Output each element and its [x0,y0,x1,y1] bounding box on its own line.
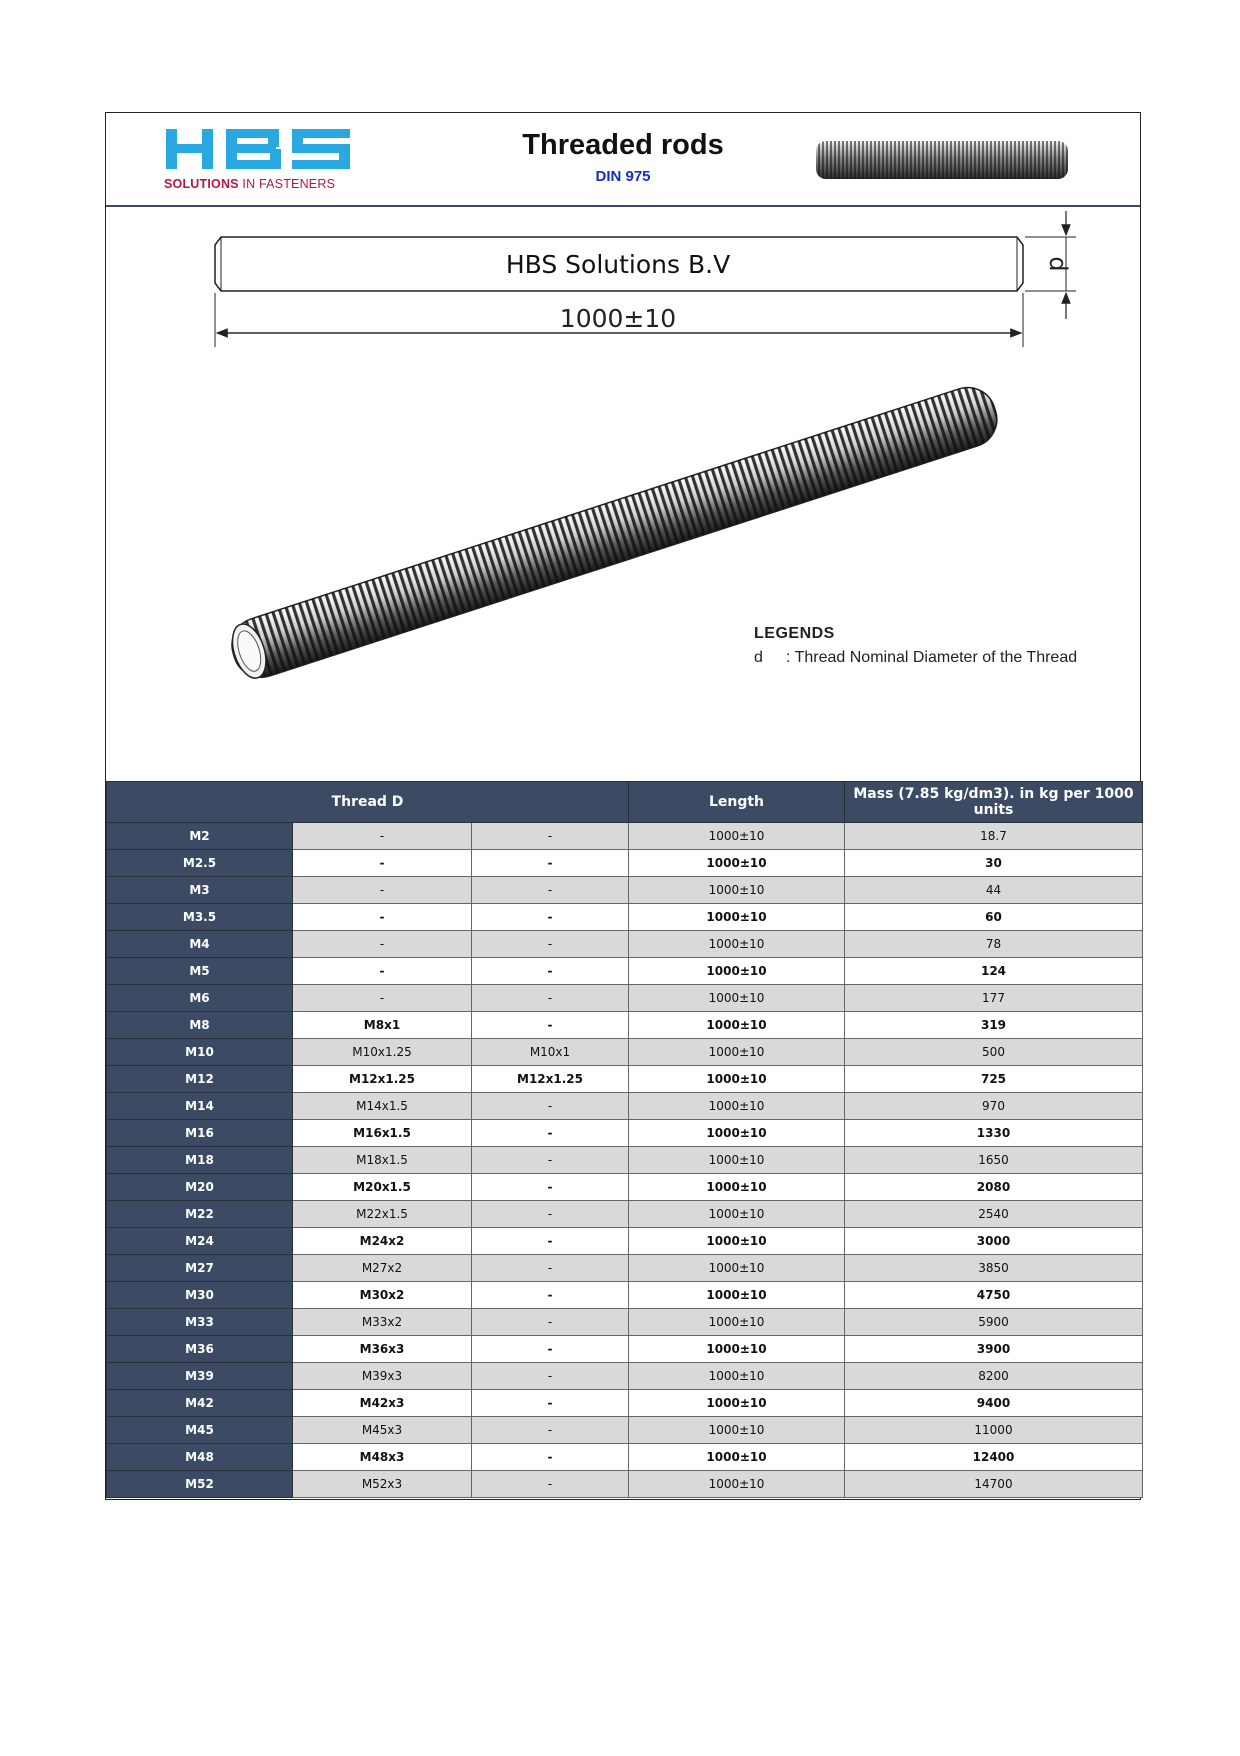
length-cell: 1000±10 [629,1066,845,1093]
thread-size-cell: M39 [107,1363,293,1390]
legend-item [754,649,1077,667]
mass-cell: 124 [845,958,1143,985]
extra-fine-pitch-cell: M10x1 [472,1039,629,1066]
extra-fine-pitch-cell: - [472,931,629,958]
length-cell: 1000±10 [629,958,845,985]
thread-size-cell: M20 [107,1174,293,1201]
length-cell: 1000±10 [629,1201,845,1228]
table-row [107,1120,1143,1147]
length-cell: 1000±10 [629,1471,845,1498]
table-row [107,1039,1143,1066]
length-cell: 1000±10 [629,823,845,850]
table-row [107,1012,1143,1039]
extra-fine-pitch-cell: - [472,1471,629,1498]
length-cell: 1000±10 [629,904,845,931]
table-row [107,1390,1143,1417]
header-thread-d: Thread D [107,782,629,823]
extra-fine-pitch-cell: - [472,1309,629,1336]
length-dimension-label: 1000±10 [559,304,677,333]
mass-cell: 78 [845,931,1143,958]
fine-pitch-cell: M36x3 [293,1336,472,1363]
specification-table [106,781,1143,1498]
extra-fine-pitch-cell: - [472,1228,629,1255]
extra-fine-pitch-cell: - [472,1336,629,1363]
length-cell: 1000±10 [629,931,845,958]
length-cell: 1000±10 [629,1444,845,1471]
extra-fine-pitch-cell: - [472,958,629,985]
extra-fine-pitch-cell: - [472,1201,629,1228]
table-row [107,1228,1143,1255]
fine-pitch-cell: - [293,904,472,931]
thread-size-cell: M3.5 [107,904,293,931]
table-row [107,1282,1143,1309]
table-row [107,1201,1143,1228]
extra-fine-pitch-cell: - [472,1417,629,1444]
length-cell: 1000±10 [629,1417,845,1444]
thread-size-cell: M2 [107,823,293,850]
fine-pitch-cell: - [293,823,472,850]
fine-pitch-cell: M20x1.5 [293,1174,472,1201]
fine-pitch-cell: M8x1 [293,1012,472,1039]
fine-pitch-cell: - [293,931,472,958]
fine-pitch-cell: M18x1.5 [293,1147,472,1174]
thread-size-cell: M4 [107,931,293,958]
table-row [107,1309,1143,1336]
mass-cell: 3000 [845,1228,1143,1255]
thread-size-cell: M24 [107,1228,293,1255]
threaded-rod-thumbnail [814,135,1070,185]
mass-cell: 11000 [845,1417,1143,1444]
fine-pitch-cell: M45x3 [293,1417,472,1444]
table-row [107,1255,1143,1282]
extra-fine-pitch-cell: - [472,1255,629,1282]
mass-cell: 60 [845,904,1143,931]
mass-cell: 44 [845,877,1143,904]
mass-cell: 3850 [845,1255,1143,1282]
fine-pitch-cell: - [293,958,472,985]
table-row [107,931,1143,958]
extra-fine-pitch-cell: - [472,823,629,850]
mass-cell: 3900 [845,1336,1143,1363]
length-cell: 1000±10 [629,1147,845,1174]
thread-size-cell: M18 [107,1147,293,1174]
header-length: Length [629,782,845,823]
table-row [107,1336,1143,1363]
length-cell: 1000±10 [629,1174,845,1201]
fine-pitch-cell: M10x1.25 [293,1039,472,1066]
thread-size-cell: M27 [107,1255,293,1282]
thread-size-cell: M52 [107,1471,293,1498]
mass-cell: 5900 [845,1309,1143,1336]
extra-fine-pitch-cell: - [472,1012,629,1039]
mass-cell: 1330 [845,1120,1143,1147]
thread-size-cell: M16 [107,1120,293,1147]
fine-pitch-cell: M33x2 [293,1309,472,1336]
datasheet [105,112,1141,1500]
fine-pitch-cell: M42x3 [293,1390,472,1417]
fine-pitch-cell: M30x2 [293,1282,472,1309]
thread-size-cell: M22 [107,1201,293,1228]
thread-size-cell: M3 [107,877,293,904]
thread-size-cell: M42 [107,1390,293,1417]
length-cell: 1000±10 [629,877,845,904]
thread-size-cell: M48 [107,1444,293,1471]
thread-size-cell: M5 [107,958,293,985]
table-row [107,904,1143,931]
mass-cell: 319 [845,1012,1143,1039]
page-title: Threaded rods [522,129,724,161]
mass-cell: 1650 [845,1147,1143,1174]
thread-size-cell: M8 [107,1012,293,1039]
extra-fine-pitch-cell: - [472,1444,629,1471]
table-row [107,1444,1143,1471]
mass-cell: 725 [845,1066,1143,1093]
rod-label: HBS Solutions B.V [505,250,731,279]
extra-fine-pitch-cell: M12x1.25 [472,1066,629,1093]
table-row [107,1174,1143,1201]
extra-fine-pitch-cell: - [472,1363,629,1390]
extra-fine-pitch-cell: - [472,1282,629,1309]
mass-cell: 12400 [845,1444,1143,1471]
extra-fine-pitch-cell: - [472,985,629,1012]
extra-fine-pitch-cell: - [472,1093,629,1120]
thread-size-cell: M33 [107,1309,293,1336]
extra-fine-pitch-cell: - [472,1390,629,1417]
mass-cell: 177 [845,985,1143,1012]
mass-cell: 30 [845,850,1143,877]
mass-cell: 2080 [845,1174,1143,1201]
fine-pitch-cell: - [293,850,472,877]
legend-title: LEGENDS [754,625,835,642]
header-mass: Mass (7.85 kg/dm3). in kg per 1000 units [845,782,1143,823]
thread-size-cell: M36 [107,1336,293,1363]
length-cell: 1000±10 [629,1363,845,1390]
length-cell: 1000±10 [629,850,845,877]
extra-fine-pitch-cell: - [472,1120,629,1147]
length-cell: 1000±10 [629,1228,845,1255]
thread-size-cell: M2.5 [107,850,293,877]
mass-cell: 18.7 [845,823,1143,850]
table-row [107,1417,1143,1444]
table-row [107,1147,1143,1174]
table-row [107,1093,1143,1120]
length-cell: 1000±10 [629,1039,845,1066]
thread-size-cell: M10 [107,1039,293,1066]
extra-fine-pitch-cell: - [472,1174,629,1201]
length-cell: 1000±10 [629,1390,845,1417]
length-cell: 1000±10 [629,1120,845,1147]
extra-fine-pitch-cell: - [472,1147,629,1174]
length-cell: 1000±10 [629,1282,845,1309]
table-header-row [107,782,1143,823]
fine-pitch-cell: M16x1.5 [293,1120,472,1147]
legend-description: : Thread Nominal Diameter of the Thread [786,649,1078,666]
table-row [107,1471,1143,1498]
mass-cell: 8200 [845,1363,1143,1390]
table-row [107,823,1143,850]
fine-pitch-cell: M27x2 [293,1255,472,1282]
extra-fine-pitch-cell: - [472,850,629,877]
legend-key: d [754,649,763,666]
table-row [107,850,1143,877]
page-subtitle: DIN 975 [595,168,651,185]
sheet-header [106,113,1140,207]
fine-pitch-cell: M22x1.5 [293,1201,472,1228]
table-row [107,1066,1143,1093]
fine-pitch-cell: - [293,985,472,1012]
thread-size-cell: M12 [107,1066,293,1093]
mass-cell: 4750 [845,1282,1143,1309]
fine-pitch-cell: M12x1.25 [293,1066,472,1093]
table-row [107,1363,1143,1390]
table-row [107,985,1143,1012]
thread-size-cell: M30 [107,1282,293,1309]
fine-pitch-cell: M48x3 [293,1444,472,1471]
diameter-dimension-label: d [1044,256,1072,272]
mass-cell: 500 [845,1039,1143,1066]
fine-pitch-cell: M52x3 [293,1471,472,1498]
mass-cell: 9400 [845,1390,1143,1417]
table-row [107,958,1143,985]
thread-size-cell: M14 [107,1093,293,1120]
logo-tagline: SOLUTIONS IN FASTENERS [164,177,336,191]
threaded-rod-3d-illustration [225,380,1004,684]
fine-pitch-cell: M24x2 [293,1228,472,1255]
length-cell: 1000±10 [629,1255,845,1282]
mass-cell: 970 [845,1093,1143,1120]
extra-fine-pitch-cell: - [472,904,629,931]
mass-cell: 14700 [845,1471,1143,1498]
extra-fine-pitch-cell: - [472,877,629,904]
fine-pitch-cell: M14x1.5 [293,1093,472,1120]
fine-pitch-cell: - [293,877,472,904]
mass-cell: 2540 [845,1201,1143,1228]
length-cell: 1000±10 [629,985,845,1012]
length-cell: 1000±10 [629,1309,845,1336]
fine-pitch-cell: M39x3 [293,1363,472,1390]
length-cell: 1000±10 [629,1093,845,1120]
thread-size-cell: M45 [107,1417,293,1444]
table-row [107,877,1143,904]
length-cell: 1000±10 [629,1012,845,1039]
thread-size-cell: M6 [107,985,293,1012]
length-cell: 1000±10 [629,1336,845,1363]
